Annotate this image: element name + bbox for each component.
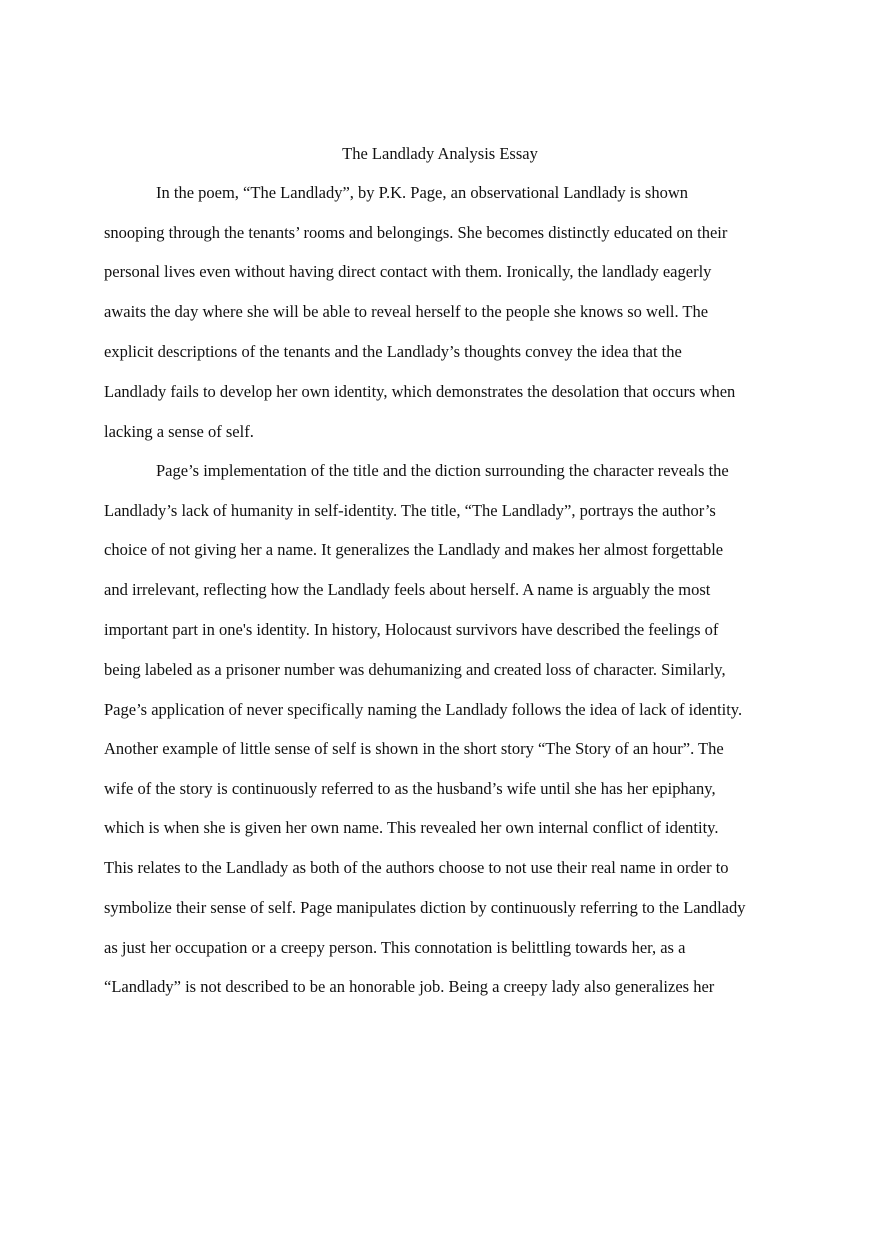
- text-line: Page’s implementation of the title and the diction surrounding the character reveals the: [156, 461, 729, 480]
- text-line: “Landlady” is not described to be an honorable job. Being a creepy lady also generalizes her: [104, 977, 715, 996]
- text-line: being labeled as a prisoner number was dehumanizing and created loss of character. Similarly,: [104, 660, 726, 679]
- text-line: Another example of little sense of self is shown in the short story “The Story of an hour”. The: [104, 739, 724, 758]
- text-line: wife of the story is continuously referred to as the husband’s wife until she has her epiphany,: [104, 779, 716, 798]
- text-line: snooping through the tenants’ rooms and belongings. She becomes distinctly educated on their: [104, 223, 728, 242]
- text-line: choice of not giving her a name. It generalizes the Landlady and makes her almost forgettable: [104, 540, 724, 559]
- text-line: lacking a sense of self.: [104, 422, 254, 441]
- text-line: and irrelevant, reflecting how the Landlady feels about herself. A name is arguably the most: [104, 580, 711, 599]
- text-line: which is when she is given her own name. This revealed her own internal conflict of identity.: [104, 818, 719, 837]
- text-line: awaits the day where she will be able to reveal herself to the people she knows so well. The: [104, 302, 709, 321]
- text-line: symbolize their sense of self. Page manipulates diction by continuously referring to the Landlady: [104, 898, 746, 917]
- text-line: Landlady’s lack of humanity in self-identity. The title, “The Landlady”, portrays the author’s: [104, 501, 716, 520]
- text-line: Landlady fails to develop her own identity, which demonstrates the desolation that occurs when: [104, 382, 736, 401]
- text-line: This relates to the Landlady as both of the authors choose to not use their real name in order to: [104, 858, 729, 877]
- text-line: important part in one's identity. In history, Holocaust survivors have described the feelings of: [104, 620, 719, 639]
- text-line: explicit descriptions of the tenants and the Landlady’s thoughts convey the idea that the: [104, 342, 682, 361]
- text-line: In the poem, “The Landlady”, by P.K. Page, an observational Landlady is shown: [156, 183, 688, 202]
- text-line: as just her occupation or a creepy person. This connotation is belittling towards her, as a: [104, 938, 686, 957]
- essay-title: The Landlady Analysis Essay: [342, 144, 538, 163]
- text-line: Page’s application of never specifically naming the Landlady follows the idea of lack of identity.: [104, 700, 743, 719]
- text-line: personal lives even without having direct contact with them. Ironically, the landlady eagerly: [104, 262, 712, 281]
